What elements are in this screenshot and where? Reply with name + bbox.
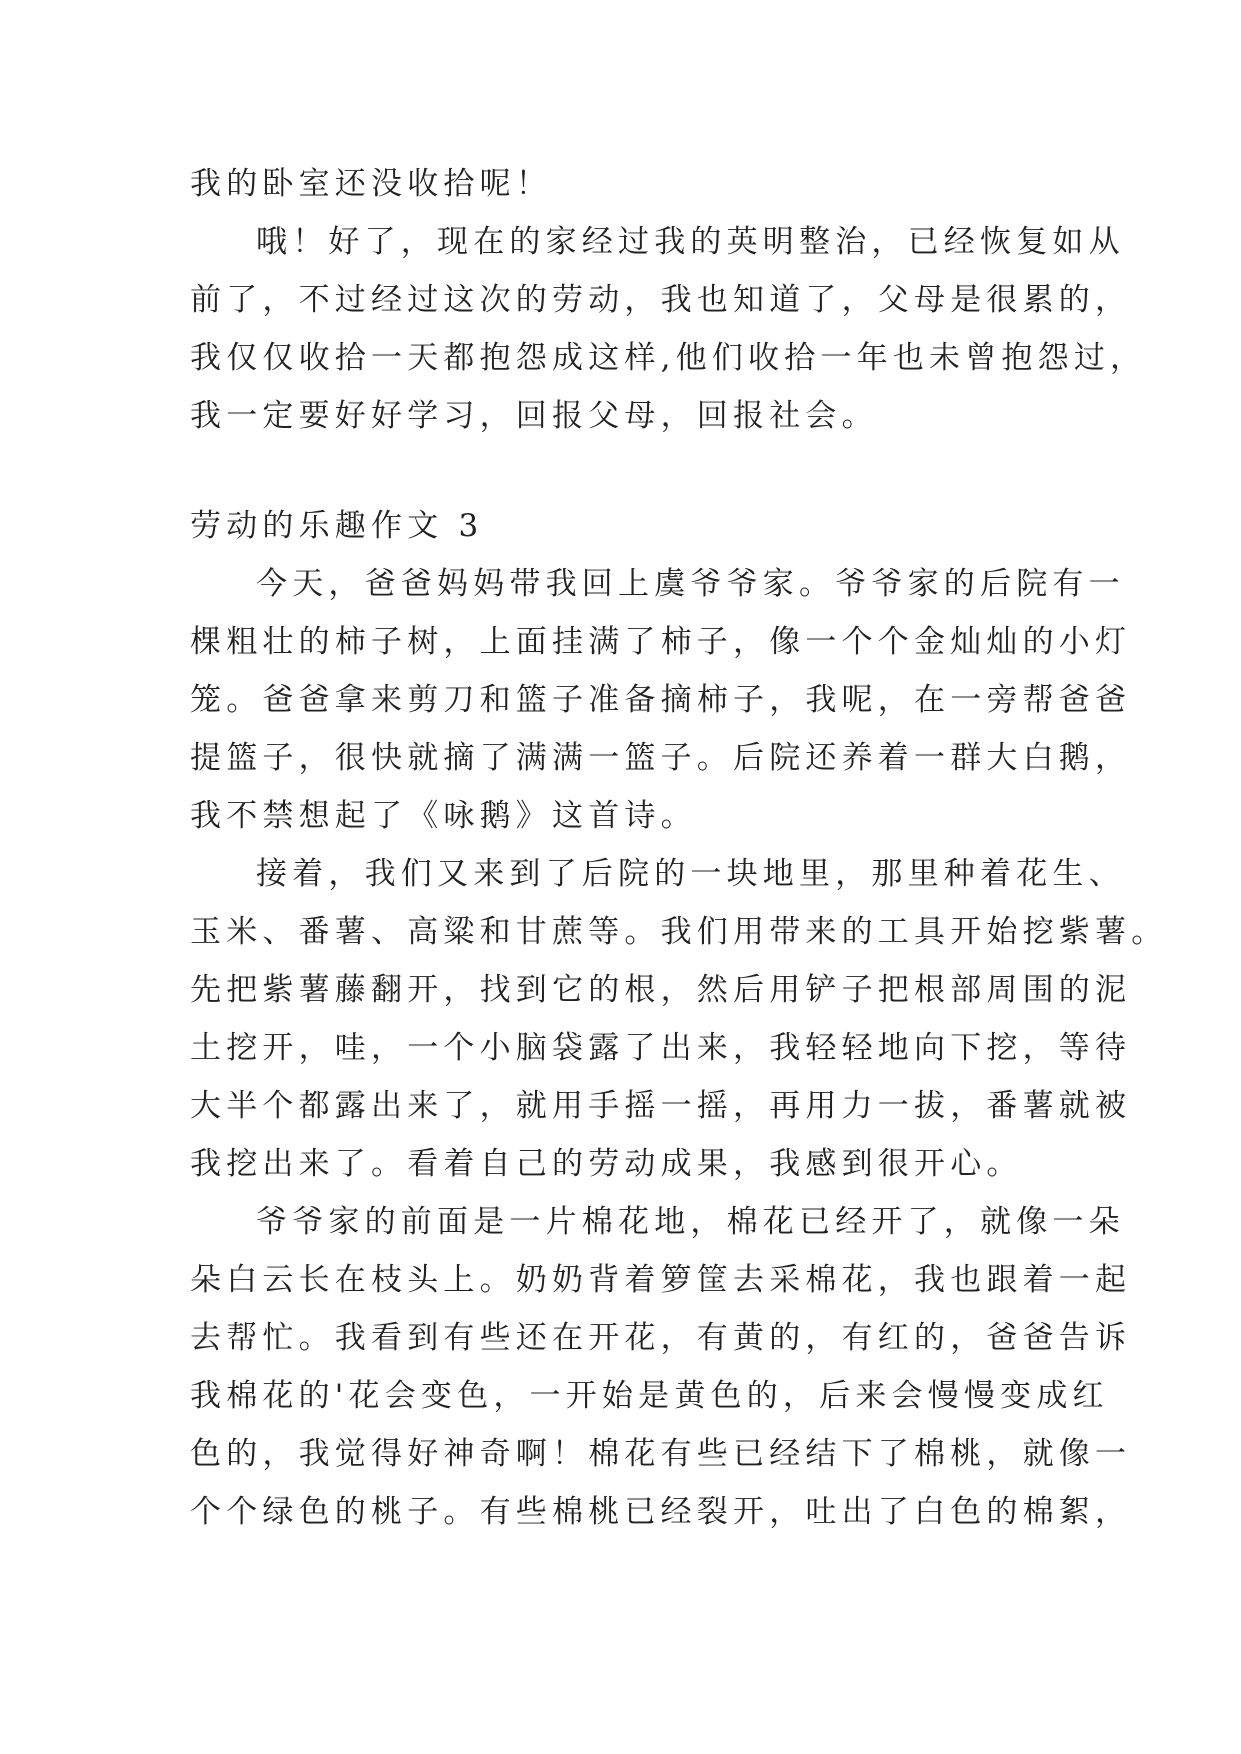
text-line: 朵白云长在枝头上。奶奶背着箩筐去采棉花，我也跟着一起	[190, 1262, 1132, 1298]
paragraph-reflection	[190, 213, 1147, 445]
text-line: 土挖开，哇，一个小脑袋露了出来，我轻轻地向下挖，等待	[190, 1030, 1132, 1066]
text-line: 爷爷家的前面是一片棉花地，棉花已经开了，就像一朵	[256, 1204, 1125, 1240]
text-line: 玉米、番薯、高粱和甘蔗等。我们用带来的工具开始挖紫薯。	[190, 914, 1168, 950]
paragraph-closing-line	[190, 155, 1070, 213]
text-line: 我一定要好好学习，回报父母，回报社会。	[190, 398, 878, 434]
text-line: 今天，爸爸妈妈带我回上虞爷爷家。爷爷家的后院有一	[256, 566, 1125, 602]
text-line: 提篮子，很快就摘了满满一篮子。后院还养着一群大白鹅，	[190, 740, 1132, 776]
text-line: 去帮忙。我看到有些还在开花，有黄的，有红的，爸爸告诉	[190, 1320, 1132, 1356]
paragraph-persimmon	[190, 555, 1132, 845]
text-line: 前了，不过经过这次的劳动，我也知道了，父母是很累的，	[190, 282, 1132, 318]
paragraph-sweet-potato	[190, 845, 1168, 1193]
text-line: 我挖出来了。看着自己的劳动成果，我感到很开心。	[190, 1146, 1023, 1182]
text-line: 接着，我们又来到了后院的一块地里，那里种着花生、	[256, 856, 1125, 892]
document-page	[190, 155, 1168, 1541]
text-line: 色的，我觉得好神奇啊！棉花有些已经结下了棉桃，就像一	[190, 1436, 1132, 1472]
text-line: 笼。爸爸拿来剪刀和篮子准备摘柿子，我呢，在一旁帮爸爸	[190, 682, 1132, 718]
text-line: 大半个都露出来了，就用手摇一摇，再用力一拔，番薯就被	[190, 1088, 1132, 1124]
text-line: 我的卧室还没收拾呢！	[190, 166, 552, 202]
text-line: 哦！好了，现在的家经过我的英明整治，已经恢复如从	[256, 224, 1125, 260]
section-heading: 劳动的乐趣作文 3	[190, 508, 484, 544]
essay-title	[190, 497, 1070, 555]
text-line: 棵粗壮的柿子树，上面挂满了柿子，像一个个金灿灿的小灯	[190, 624, 1132, 660]
text-line: 我不禁想起了《咏鹅》这首诗。	[190, 798, 697, 834]
paragraph-cotton	[190, 1193, 1132, 1541]
text-line: 先把紫薯藤翻开，找到它的根，然后用铲子把根部周围的泥	[190, 972, 1132, 1008]
text-line: 我棉花的'花会变色，一开始是黄色的，后来会慢慢变成红	[190, 1378, 1109, 1414]
text-line: 我仅仅收拾一天都抱怨成这样,他们收拾一年也未曾抱怨过，	[190, 340, 1147, 376]
text-line: 个个绿色的桃子。有些棉桃已经裂开，吐出了白色的棉絮，	[190, 1494, 1132, 1530]
